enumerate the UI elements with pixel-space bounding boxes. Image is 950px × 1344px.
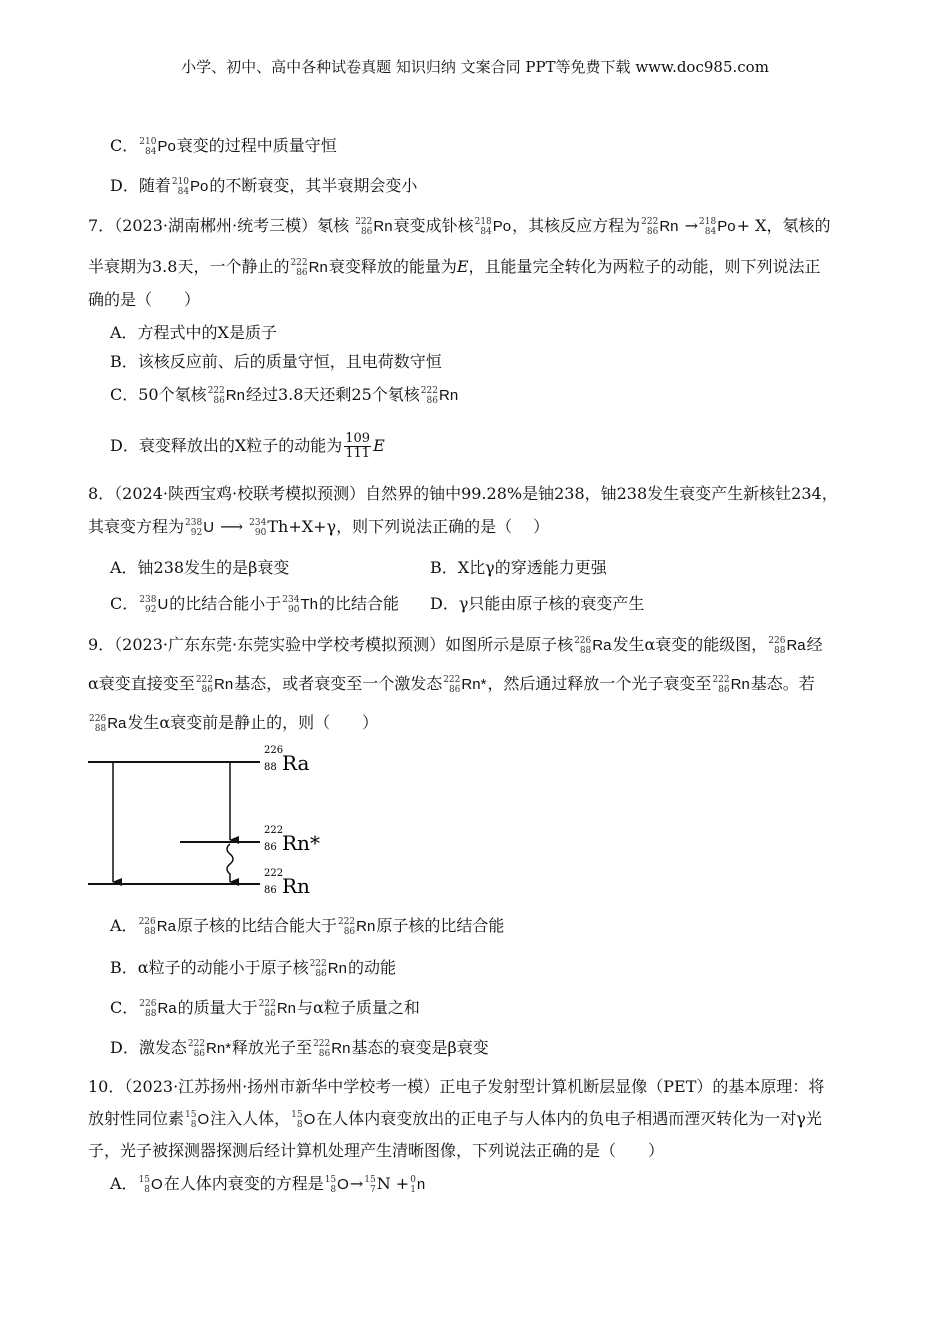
energy-level-diagram <box>80 740 380 900</box>
u238-nuclide: 238 92 U <box>185 517 215 538</box>
o15-nuclide: 15 8 O <box>324 1174 349 1195</box>
q10-stem-line2: 放射性同位素 15 8 O注入人体， 15 8 O在人体内衰变放出的正电子与人体内的负电子相遇而湮灭转化为一对γ光 <box>88 1109 822 1130</box>
q6-option-c[interactable]: C． 210 84 Po衰变的过程中质量守恒 <box>110 136 337 157</box>
rn222-nuclide: 222 86 Rn <box>712 674 750 695</box>
photon-wavy-arrow <box>227 844 233 882</box>
th234-nuclide: 234 90 <box>249 517 267 538</box>
q6-option-d[interactable]: D．随着 210 84 Po的不断衰变，其半衰期会变小 <box>110 176 418 197</box>
svg-text:222: 222 <box>264 825 284 836</box>
q9-stem-line3: 226 88 Ra发生α衰变前是静止的，则（ ） <box>89 713 379 734</box>
rn-ground-label <box>264 868 310 898</box>
rn222-nuclide: 222 86 Rn <box>290 257 328 278</box>
ra-label <box>264 745 310 775</box>
ra226-nuclide: 226 88 Ra <box>138 916 176 937</box>
po210-nuclide: 210 84 Po <box>171 176 209 197</box>
ra226-nuclide: 226 88 Ra <box>89 713 127 734</box>
rn222-excited-nuclide: 222 86 Rn* <box>443 674 487 695</box>
q10-stem-line3: 子，光子被探测器探测后经计算机处理产生清晰图像，下列说法正确的是（ ） <box>88 1141 665 1160</box>
po210-nuclide: 210 84 Po <box>139 136 176 157</box>
svg-text:226: 226 <box>264 745 284 756</box>
q9-option-b[interactable]: B．α粒子的动能小于原子核 222 86 Rn的动能 <box>110 958 396 979</box>
o15-nuclide: 15 8 O <box>185 1109 210 1130</box>
n15-nuclide: 15 7 <box>364 1174 376 1195</box>
q9-option-c[interactable]: C． 226 88 Ra的质量大于 222 86 Rn与α粒子质量之和 <box>110 998 420 1019</box>
q7-stem-line3: 确的是（ ） <box>88 290 201 309</box>
q9-option-a[interactable]: A． 226 88 Ra原子核的比结合能大于 222 86 Rn原子核的比结合能 <box>110 916 505 937</box>
rn222-nuclide: 222 86 Rn <box>355 216 393 237</box>
q7-option-d[interactable]: D．衰变释放出的X粒子的动能为 $\frac{109}{111}$ E <box>110 431 385 461</box>
rn222-excited-nuclide: 222 86 Rn* <box>187 1038 232 1059</box>
rn222-nuclide: 222 86 Rn <box>420 385 459 406</box>
th234-nuclide: 234 90 Th <box>282 594 318 615</box>
ra226-nuclide: 226 88 Ra <box>768 635 806 656</box>
q7-option-a[interactable]: A．方程式中的X是质子 <box>110 323 277 342</box>
long-arrow-icon: ⟶ <box>215 517 249 536</box>
svg-text:222: 222 <box>264 868 284 879</box>
q8-option-d[interactable]: D．γ只能由原子核的衰变产生 <box>430 594 645 613</box>
page-header: 小学、初中、高中各种试卷真题 知识归纳 文案合同 PPT等免费下载 www.doc985.com <box>181 58 769 76</box>
rn222-nuclide: 222 86 Rn <box>207 385 245 406</box>
o15-nuclide: 15 8 O <box>138 1174 163 1195</box>
q9-stem-line1: 9．（2023·广东东莞·东莞实验中学校考模拟预测）如图所示是原子核 226 88 Ra发生α衰变的能级图， 226 88 Ra经 <box>88 635 823 656</box>
q10-option-a[interactable]: A． 15 8 O在人体内衰变的方程是 15 8 O→ 15 7 N + 0 1 n <box>110 1174 426 1195</box>
q8-option-a[interactable]: A．铀238发生的是β衰变 <box>110 558 290 577</box>
ra226-nuclide: 226 88 Ra <box>139 998 177 1019</box>
rn222-nuclide: 222 86 Rn <box>641 216 679 237</box>
po218-nuclide: 218 84 Po <box>474 216 512 237</box>
svg-text:Ra: Ra <box>282 751 310 775</box>
q8-stem-line2: 其衰变方程为 238 92 U ⟶ 234 90 Th+X+γ，则下列说法正确的是（ ） <box>88 517 550 538</box>
q7-option-c[interactable]: C．50个氡核 222 86 Rn经过3.8天还剩25个氡核 222 86 Rn <box>110 385 459 406</box>
po218-nuclide: 218 84 Po <box>699 216 736 237</box>
rn222-nuclide: 222 86 Rn <box>195 674 234 695</box>
fraction: $\frac{109}{111}$ <box>345 431 371 461</box>
arrow-icon: → <box>679 216 699 235</box>
svg-text:86: 86 <box>264 842 277 853</box>
svg-text:86: 86 <box>264 885 277 896</box>
q9-stem-line2: α衰变直接变至 222 86 Rn基态，或者衰变至一个激发态 222 86 Rn*，然后通过释放一个光子衰变至 222 86 Rn基态。若 <box>88 674 815 695</box>
rn222-nuclide: 222 86 Rn <box>337 916 376 937</box>
svg-text:Rn: Rn <box>282 874 310 898</box>
svg-text:88: 88 <box>264 762 277 773</box>
q10-stem-line1: 10．（2023·江苏扬州·扬州市新华中学校考一模）正电子发射型计算机断层显像（PET）的基本原理：将 <box>88 1077 825 1096</box>
arrow-icon: → <box>349 1174 364 1193</box>
o15-nuclide: 15 8 O <box>291 1109 316 1130</box>
ra226-nuclide: 226 88 Ra <box>574 635 612 656</box>
u238-nuclide: 238 92 U <box>139 594 169 615</box>
q9-option-d[interactable]: D．激发态 222 86 Rn*释放光子至 222 86 Rn基态的衰变是β衰变 <box>110 1038 489 1059</box>
rn-excited-label <box>264 825 320 855</box>
rn222-nuclide: 222 86 Rn <box>309 958 347 979</box>
q7-stem-line1: 7．（2023·湖南郴州·统考三模）氡核 222 86 Rn衰变成钋核 218 84 Po，其核反应方程为 222 86 Rn → 218 84 Po+ X，氡核的 <box>88 216 831 237</box>
q8-option-b[interactable]: B．X比γ的穿透能力更强 <box>430 558 607 577</box>
rn222-nuclide: 222 86 Rn <box>313 1038 351 1059</box>
svg-text:Rn*: Rn* <box>282 831 320 855</box>
neutron-nuclide: 0 1 n <box>410 1174 426 1195</box>
rn222-nuclide: 222 86 Rn <box>258 998 297 1019</box>
q7-stem-line2: 半衰期为3.8天，一个静止的 222 86 Rn衰变释放的能量为E，且能量完全转化为两粒子的动能，则下列说法正 <box>88 257 821 278</box>
q7-option-b[interactable]: B．该核反应前、后的质量守恒，且电荷数守恒 <box>110 352 442 371</box>
q8-stem-line1: 8．（2024·陕西宝鸡·校联考模拟预测）自然界的铀中99.28%是铀238，铀238发生衰变产生新核钍234， <box>88 484 838 503</box>
q8-option-c[interactable]: C． 238 92 U的比结合能小于 234 90 Th的比结合能 <box>110 594 400 615</box>
